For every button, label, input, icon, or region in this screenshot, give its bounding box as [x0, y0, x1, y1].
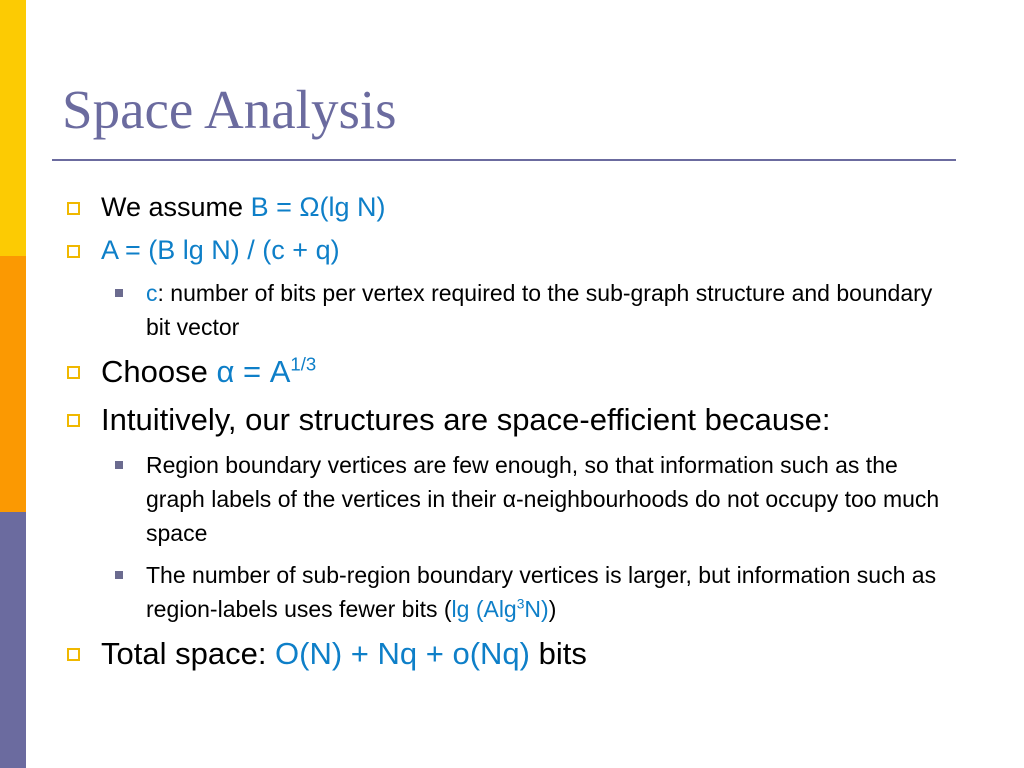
- bullet-text: : number of bits per vertex required to the sub-graph structure and boundary bit vector: [146, 280, 933, 340]
- bullet-assumption: [62, 190, 962, 225]
- bullet-text: Intuitively, our structures are space-efficient because:: [101, 402, 831, 437]
- bullet-math: [216, 354, 316, 389]
- bullet-choose-alpha: [62, 352, 962, 392]
- bullet-math: O(N) + Nq + o(Nq): [275, 636, 530, 671]
- sidebar-segment-purple: [0, 512, 26, 768]
- sub-bullet-subregion-boundary: [107, 558, 962, 626]
- bullet-math-base: α = A: [216, 354, 291, 389]
- sidebar-decoration: [0, 0, 26, 768]
- bullet-math-exponent: 3: [516, 596, 525, 612]
- bullet-math: B = Ω(lg N): [250, 192, 386, 222]
- sub-bullet-region-boundary: [107, 448, 962, 550]
- hollow-square-icon: [67, 245, 80, 258]
- sidebar-segment-yellow: [0, 0, 26, 256]
- bullet-a-formula: [62, 233, 962, 268]
- slide-body: [62, 190, 962, 682]
- bullet-text: bits: [530, 636, 587, 671]
- bullet-math: A = (B lg N) / (c + q): [101, 235, 340, 265]
- bullet-text: Total space:: [101, 636, 276, 671]
- filled-square-icon: [115, 461, 123, 469]
- bullet-math: c: [146, 280, 158, 306]
- bullet-text: Region boundary vertices are few enough, so that information such as the graph labels of the vertices in their α-neighbourhoods do not occupy too much space: [146, 452, 940, 546]
- bullet-intuition: [62, 400, 962, 440]
- filled-square-icon: [115, 571, 123, 579]
- bullet-text: The number of sub-region boundary vertices is larger, but information such as region-labels uses fewer bits (: [146, 562, 937, 622]
- bullet-math-part: N): [524, 596, 549, 622]
- filled-square-icon: [115, 289, 123, 297]
- hollow-square-icon: [67, 202, 80, 215]
- bullet-math-exponent: 1/3: [290, 353, 317, 375]
- hollow-square-icon: [67, 648, 80, 661]
- slide-title: Space Analysis: [62, 79, 397, 140]
- bullet-math: [452, 596, 549, 622]
- bullet-text: Choose: [101, 354, 217, 389]
- title-divider: [52, 159, 956, 161]
- bullet-text: We assume: [101, 192, 251, 222]
- bullet-math-part: lg (Alg: [451, 596, 517, 622]
- hollow-square-icon: [67, 366, 80, 379]
- bullet-total-space: [62, 634, 962, 674]
- bullet-text: ): [548, 596, 557, 622]
- hollow-square-icon: [67, 414, 80, 427]
- sub-bullet-c-definition: [107, 276, 962, 344]
- sidebar-segment-orange: [0, 256, 26, 512]
